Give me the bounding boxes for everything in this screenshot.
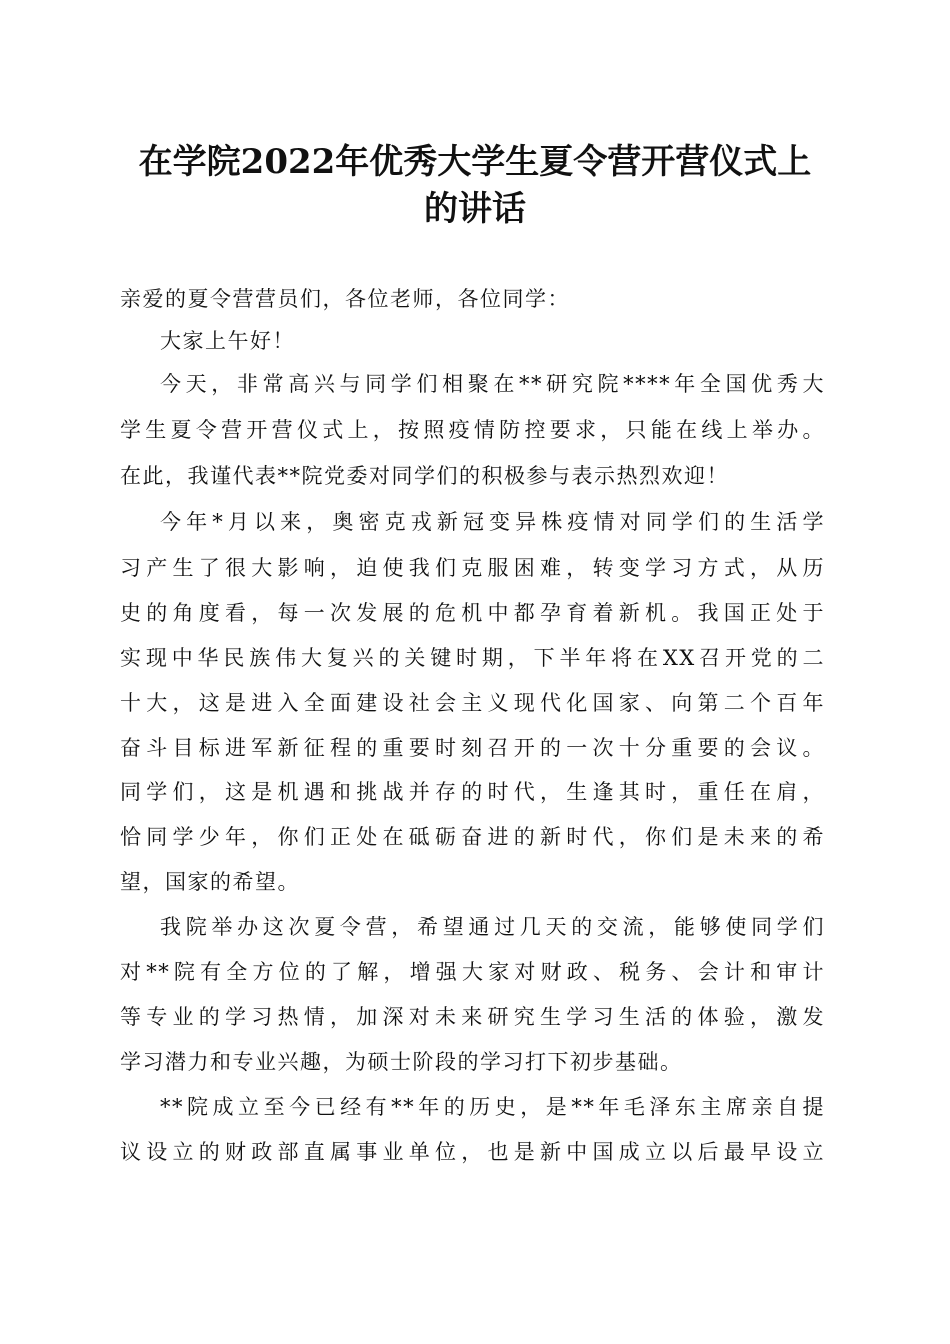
paragraph-line: 望，国家的希望。 — [120, 870, 300, 894]
paragraph-line: 奋斗目标进军新征程的重要时刻召开的一次十分重要的会议。 — [120, 736, 825, 760]
paragraph-line: 议设立的财政部直属事业单位，也是新中国成立以后最早设立 — [120, 1140, 825, 1164]
paragraph-line: 对**院有全方位的了解，增强大家对财政、税务、会计和审计 — [120, 960, 825, 984]
salutation-line: 亲爱的夏令营营员们，各位老师，各位同学： — [120, 287, 570, 311]
paragraph-line: 在此，我谨代表**院党委对同学们的积极参与表示热烈欢迎！ — [120, 464, 729, 488]
document-title-line-1: 在学院2022年优秀大学生夏令营开营仪式上 — [138, 142, 812, 182]
document-title-line-2: 的讲话 — [424, 189, 526, 229]
paragraph-line: 学习潜力和专业兴趣，为硕士阶段的学习打下初步基础。 — [120, 1050, 683, 1074]
paragraph-line: 习产生了很大影响，迫使我们克服困难，转变学习方式，从历 — [120, 556, 825, 580]
paragraph-line: 同学们，这是机遇和挑战并存的时代，生逢其时，重任在肩， — [120, 780, 825, 804]
paragraph-line: 恰同学少年，你们正处在砥砺奋进的新时代，你们是未来的希 — [120, 825, 825, 849]
paragraph-line: **院成立至今已经有**年的历史，是**年毛泽东主席亲自提 — [160, 1095, 825, 1119]
paragraph-line: 今天，非常高兴与同学们相聚在**研究院****年全国优秀大 — [160, 372, 825, 396]
paragraph-line: 十大，这是进入全面建设社会主义现代化国家、向第二个百年 — [120, 691, 825, 715]
paragraph-line: 实现中华民族伟大复兴的关键时期，下半年将在XX召开党的二 — [120, 646, 825, 670]
greeting-line: 大家上午好！ — [160, 329, 295, 353]
paragraph-line: 今年*月以来，奥密克戎新冠变异株疫情对同学们的生活学 — [160, 510, 825, 534]
paragraph-line: 我院举办这次夏令营，希望通过几天的交流，能够使同学们 — [160, 915, 825, 939]
paragraph-line: 史的角度看，每一次发展的危机中都孕育着新机。我国正处于 — [120, 601, 825, 625]
paragraph-line: 等专业的学习热情，加深对未来研究生学习生活的体验，激发 — [120, 1005, 825, 1029]
paragraph-line: 学生夏令营开营仪式上，按照疫情防控要求，只能在线上举办。 — [120, 418, 825, 442]
